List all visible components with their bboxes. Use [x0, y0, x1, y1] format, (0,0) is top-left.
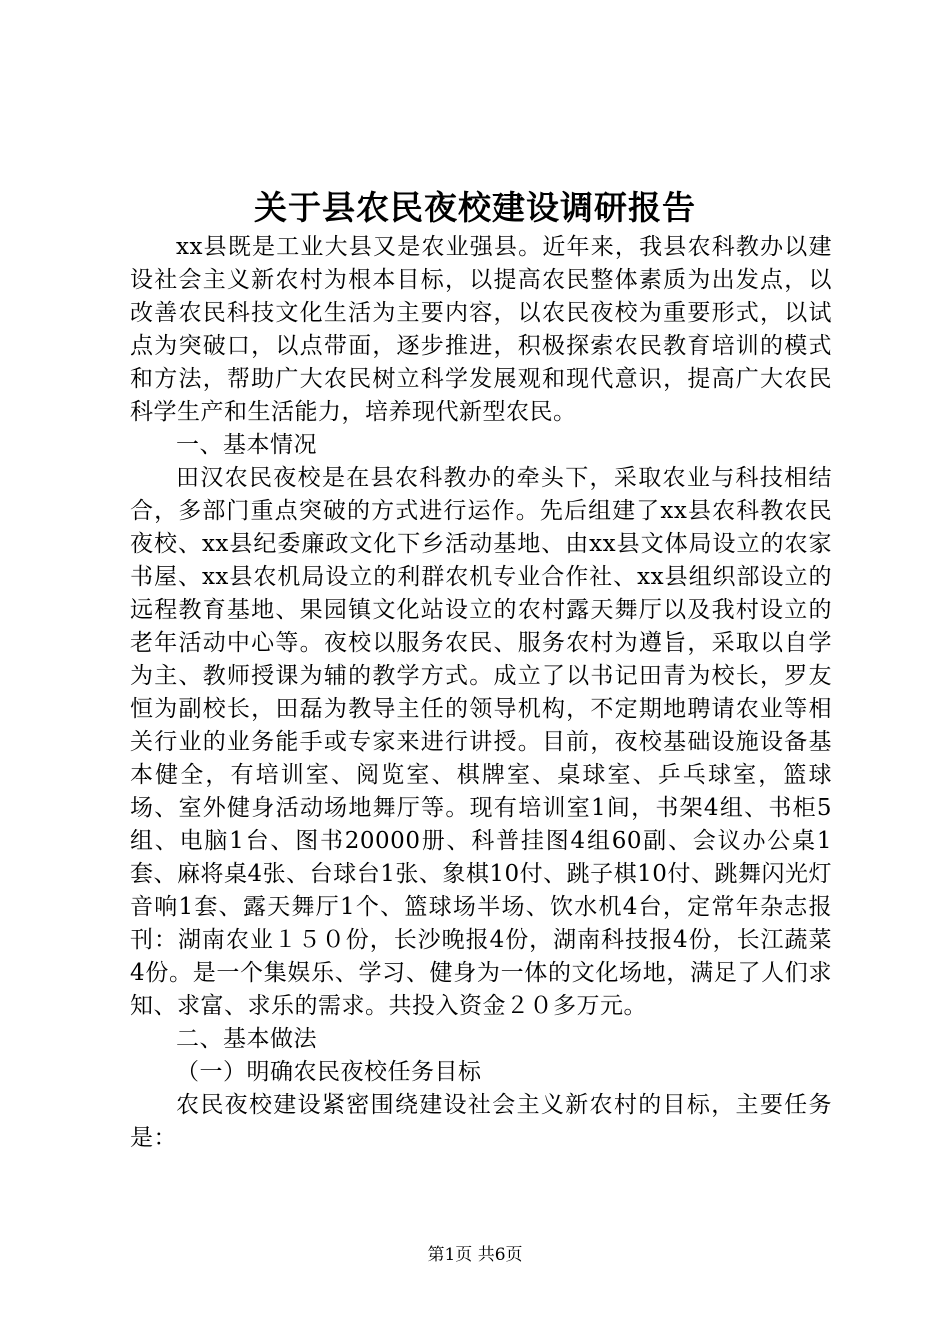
section-heading-basic-practices: 二、基本做法 — [176, 1026, 317, 1052]
subsection-heading-task-goals: （一）明确农民夜校任务目标 — [176, 1059, 482, 1085]
intro-paragraph: xx县既是工业大县又是农业强县。近年来，我县农科教办以建设社会主义新农村为根本目标，以提高农民整体素质为出发点，以改善农民科技文化生活为主要内容，以农民夜校为重要形式，以试点为突破口，以点带面，逐步推进，积极探索农民教育培训的模式和方法，帮助广大农民树立科学发展观和现代意识，提高广大农民科学生产和生活能力，培养现代新型农民。 — [130, 234, 832, 425]
basic-situation-paragraph: 田汉农民夜校是在县农科教办的牵头下，采取农业与科技相结合，多部门重点突破的方式进行运作。先后组建了xx县农科教农民夜校、xx县纪委廉政文化下乡活动基地、由xx县文体局设立的农家书屋、xx县农机局设立的利群农机专业合作社、xx县组织部设立的远程教育基地、果园镇文化站设立的农村露天舞厅以及我村设立的老年活动中心等。夜校以服务农民、服务农村为遵旨，采取以自学为主、教师授课为辅的教学方式。成立了以书记田青为校长，罗友恒为副校长，田磊为教导主任的领导机构，不定期地聘请农业等相关行业的业务能手或专家来进行讲授。目前，夜校基础设施设备基本健全，有培训室、阅览室、棋牌室、桌球室、乒乓球室，篮球场、室外健身活动场地舞厅等。现有培训室1间，书架4组、书柜5组、电脑1台、图书20000册、科普挂图4组60副、会议办公桌1套、麻将桌4张、台球台1张、象棋10付、跳子棋10付、跳舞闪光灯音响1套、露天舞厅1个、篮球场半场、饮水机4台，定常年杂志报刊：湖南农业１５０份，长沙晚报4份，湖南科技报4份，长江蔬菜4份。是一个集娱乐、学习、健身为一体的文化场地，满足了人们求知、求富、求乐的需求。共投入资金２０多万元。 — [130, 465, 832, 1019]
section-heading-basic-situation: 一、基本情况 — [176, 432, 317, 458]
task-goals-paragraph: 农民夜校建设紧密围绕建设社会主义新农村的目标，主要任务是： — [130, 1092, 832, 1151]
page-footer: 第1页 共6页 — [427, 1245, 523, 1265]
document-body — [130, 231, 832, 1155]
document-title: 关于县农民夜校建设调研报告 — [254, 188, 696, 227]
